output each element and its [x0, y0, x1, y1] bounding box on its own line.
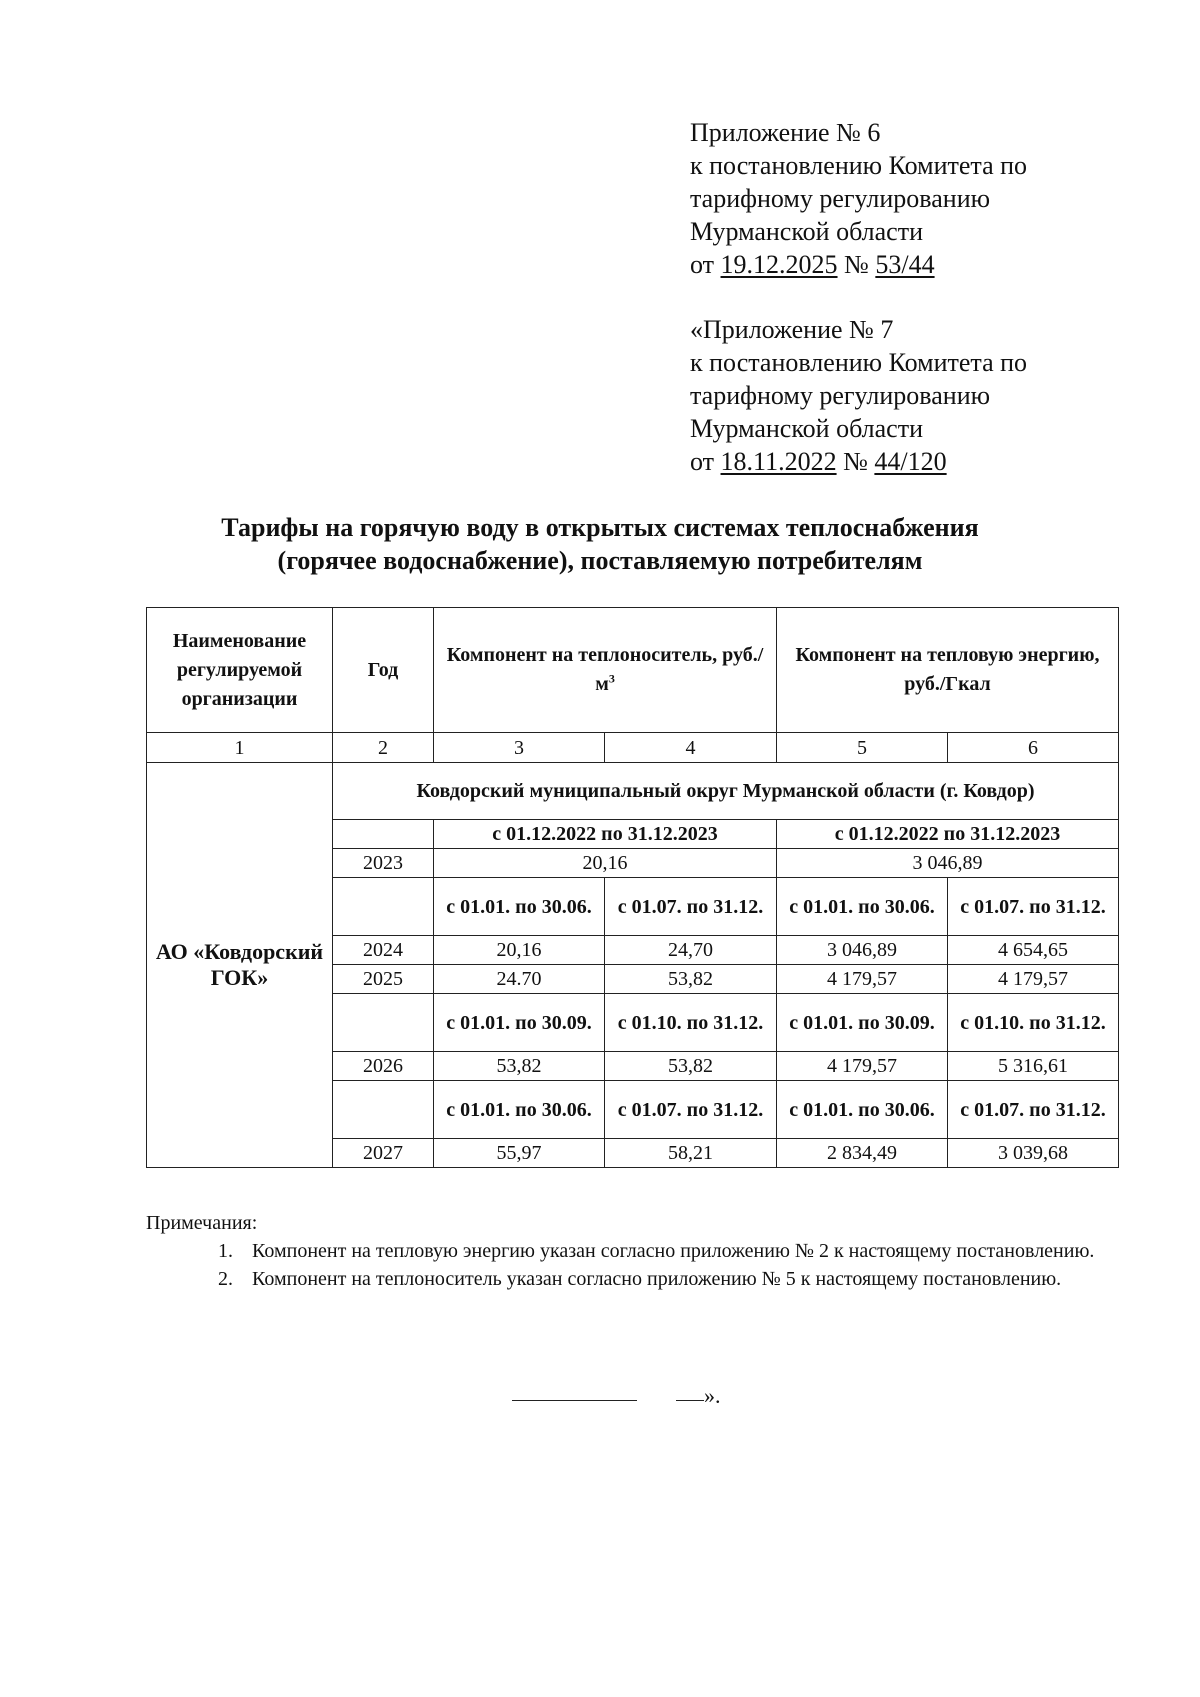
appendix-6-line2: к постановлению Комитета по — [690, 151, 1028, 180]
appendix-7-number-sign: № — [843, 447, 868, 476]
header-coolant-sup: 3 — [608, 671, 615, 686]
period-c-2: с 01.07. по 31.12. — [605, 1081, 777, 1139]
period-a-3: с 01.01. по 30.06. — [777, 878, 948, 936]
tariffs-table — [146, 607, 1119, 1168]
appendix-6-title: Приложение № 6 — [690, 118, 881, 147]
coolant-2023: 20,16 — [434, 849, 777, 878]
period-heat-2023: с 01.12.2022 по 31.12.2023 — [777, 820, 1119, 849]
header-heat: Компонент на тепловую энергию, руб./Гкал — [777, 608, 1119, 733]
header-coolant-text: Компонент на теплоноситель, руб./м — [446, 644, 764, 695]
year-2023: 2023 — [333, 849, 434, 878]
value-2026-3: 4 179,57 — [777, 1052, 948, 1081]
appendix-7-header — [690, 313, 1110, 478]
document-title-line1: Тарифы на горячую воду в открытых системах теплоснабжения — [221, 513, 979, 542]
note-number: 2. — [218, 1268, 233, 1290]
closing-rule-1 — [512, 1400, 637, 1401]
period-b-1: с 01.01. по 30.09. — [434, 994, 605, 1052]
notes-section — [146, 1209, 1118, 1293]
period-c-3: с 01.01. по 30.06. — [777, 1081, 948, 1139]
closing-rule-2 — [676, 1400, 704, 1401]
value-2024-3: 3 046,89 — [777, 936, 948, 965]
period-b-2: с 01.10. по 31.12. — [605, 994, 777, 1052]
period-a-4: с 01.07. по 31.12. — [948, 878, 1119, 936]
periods-2024-year-cell — [333, 878, 434, 936]
closing-line — [512, 1383, 721, 1409]
value-2026-1: 53,82 — [434, 1052, 605, 1081]
value-2024-1: 20,16 — [434, 936, 605, 965]
header-coolant — [434, 608, 777, 733]
col-number-5: 5 — [777, 733, 948, 763]
value-2025-1: 24.70 — [434, 965, 605, 994]
col-number-2: 2 — [333, 733, 434, 763]
appendix-7-line3: тарифному регулированию — [690, 381, 991, 410]
note-text: Компонент на теплоноситель указан согласно приложению № 5 к настоящему постановлению. — [252, 1268, 1062, 1290]
period-c-1: с 01.01. по 30.06. — [434, 1081, 605, 1139]
appendix-7-title: «Приложение № 7 — [690, 315, 894, 344]
value-2025-4: 4 179,57 — [948, 965, 1119, 994]
value-2024-2: 24,70 — [605, 936, 777, 965]
document-title — [140, 511, 1060, 577]
column-number-row — [147, 733, 1119, 763]
appendix-6-number: 53/44 — [875, 250, 935, 279]
value-2026-4: 5 316,61 — [948, 1052, 1119, 1081]
appendix-7-line4: Мурманской области — [690, 414, 923, 443]
appendix-6-line3: тарифному регулированию — [690, 184, 991, 213]
value-2027-3: 2 834,49 — [777, 1139, 948, 1168]
appendix-6-date-line — [690, 248, 1110, 281]
appendix-6-date: 19.12.2025 — [720, 250, 838, 279]
year-2026: 2026 — [333, 1052, 434, 1081]
note-number: 1. — [218, 1240, 233, 1262]
period-b-3: с 01.01. по 30.09. — [777, 994, 948, 1052]
region-name: Ковдорский муниципальный округ Мурманской области (г. Ковдор) — [333, 763, 1119, 820]
header-org: Наименование регулируемой организации — [147, 608, 333, 733]
value-2026-2: 53,82 — [605, 1052, 777, 1081]
col-number-6: 6 — [948, 733, 1119, 763]
header-year: Год — [333, 608, 434, 733]
period-2023-year-cell — [333, 820, 434, 849]
col-number-4: 4 — [605, 733, 777, 763]
period-c-4: с 01.07. по 31.12. — [948, 1081, 1119, 1139]
note-item — [146, 1265, 1118, 1293]
year-2024: 2024 — [333, 936, 434, 965]
value-2025-2: 53,82 — [605, 965, 777, 994]
period-b-4: с 01.10. по 31.12. — [948, 994, 1119, 1052]
year-2027: 2027 — [333, 1139, 434, 1168]
period-coolant-2023: с 01.12.2022 по 31.12.2023 — [434, 820, 777, 849]
region-row — [147, 763, 1119, 820]
note-item — [146, 1237, 1118, 1265]
appendix-7-date-prefix: от — [690, 447, 715, 476]
appendix-6-line4: Мурманской области — [690, 217, 923, 246]
value-2025-3: 4 179,57 — [777, 965, 948, 994]
closing-quote: ». — [704, 1383, 721, 1408]
col-number-1: 1 — [147, 733, 333, 763]
org-name: АО «Ковдорский ГОК» — [147, 763, 333, 1168]
note-text: Компонент на тепловую энергию указан согласно приложению № 2 к настоящему постановлению. — [252, 1240, 1095, 1262]
value-2027-1: 55,97 — [434, 1139, 605, 1168]
appendix-7-date: 18.11.2022 — [720, 447, 837, 476]
heat-2023: 3 046,89 — [777, 849, 1119, 878]
period-a-1: с 01.01. по 30.06. — [434, 878, 605, 936]
appendix-6-date-prefix: от — [690, 250, 715, 279]
year-2025: 2025 — [333, 965, 434, 994]
value-2024-4: 4 654,65 — [948, 936, 1119, 965]
col-number-3: 3 — [434, 733, 605, 763]
table-header-row — [147, 608, 1119, 733]
appendix-7-number: 44/120 — [874, 447, 947, 476]
notes-heading: Примечания: — [146, 1212, 258, 1234]
periods-2026-year-cell — [333, 994, 434, 1052]
document-title-line2: (горячее водоснабжение), поставляемую потребителям — [277, 546, 923, 575]
periods-2027-year-cell — [333, 1081, 434, 1139]
appendix-7-line2: к постановлению Комитета по — [690, 348, 1028, 377]
appendix-7-date-line — [690, 445, 1110, 478]
period-a-2: с 01.07. по 31.12. — [605, 878, 777, 936]
value-2027-2: 58,21 — [605, 1139, 777, 1168]
appendix-6-header — [690, 116, 1110, 281]
value-2027-4: 3 039,68 — [948, 1139, 1119, 1168]
appendix-6-number-sign: № — [844, 250, 869, 279]
